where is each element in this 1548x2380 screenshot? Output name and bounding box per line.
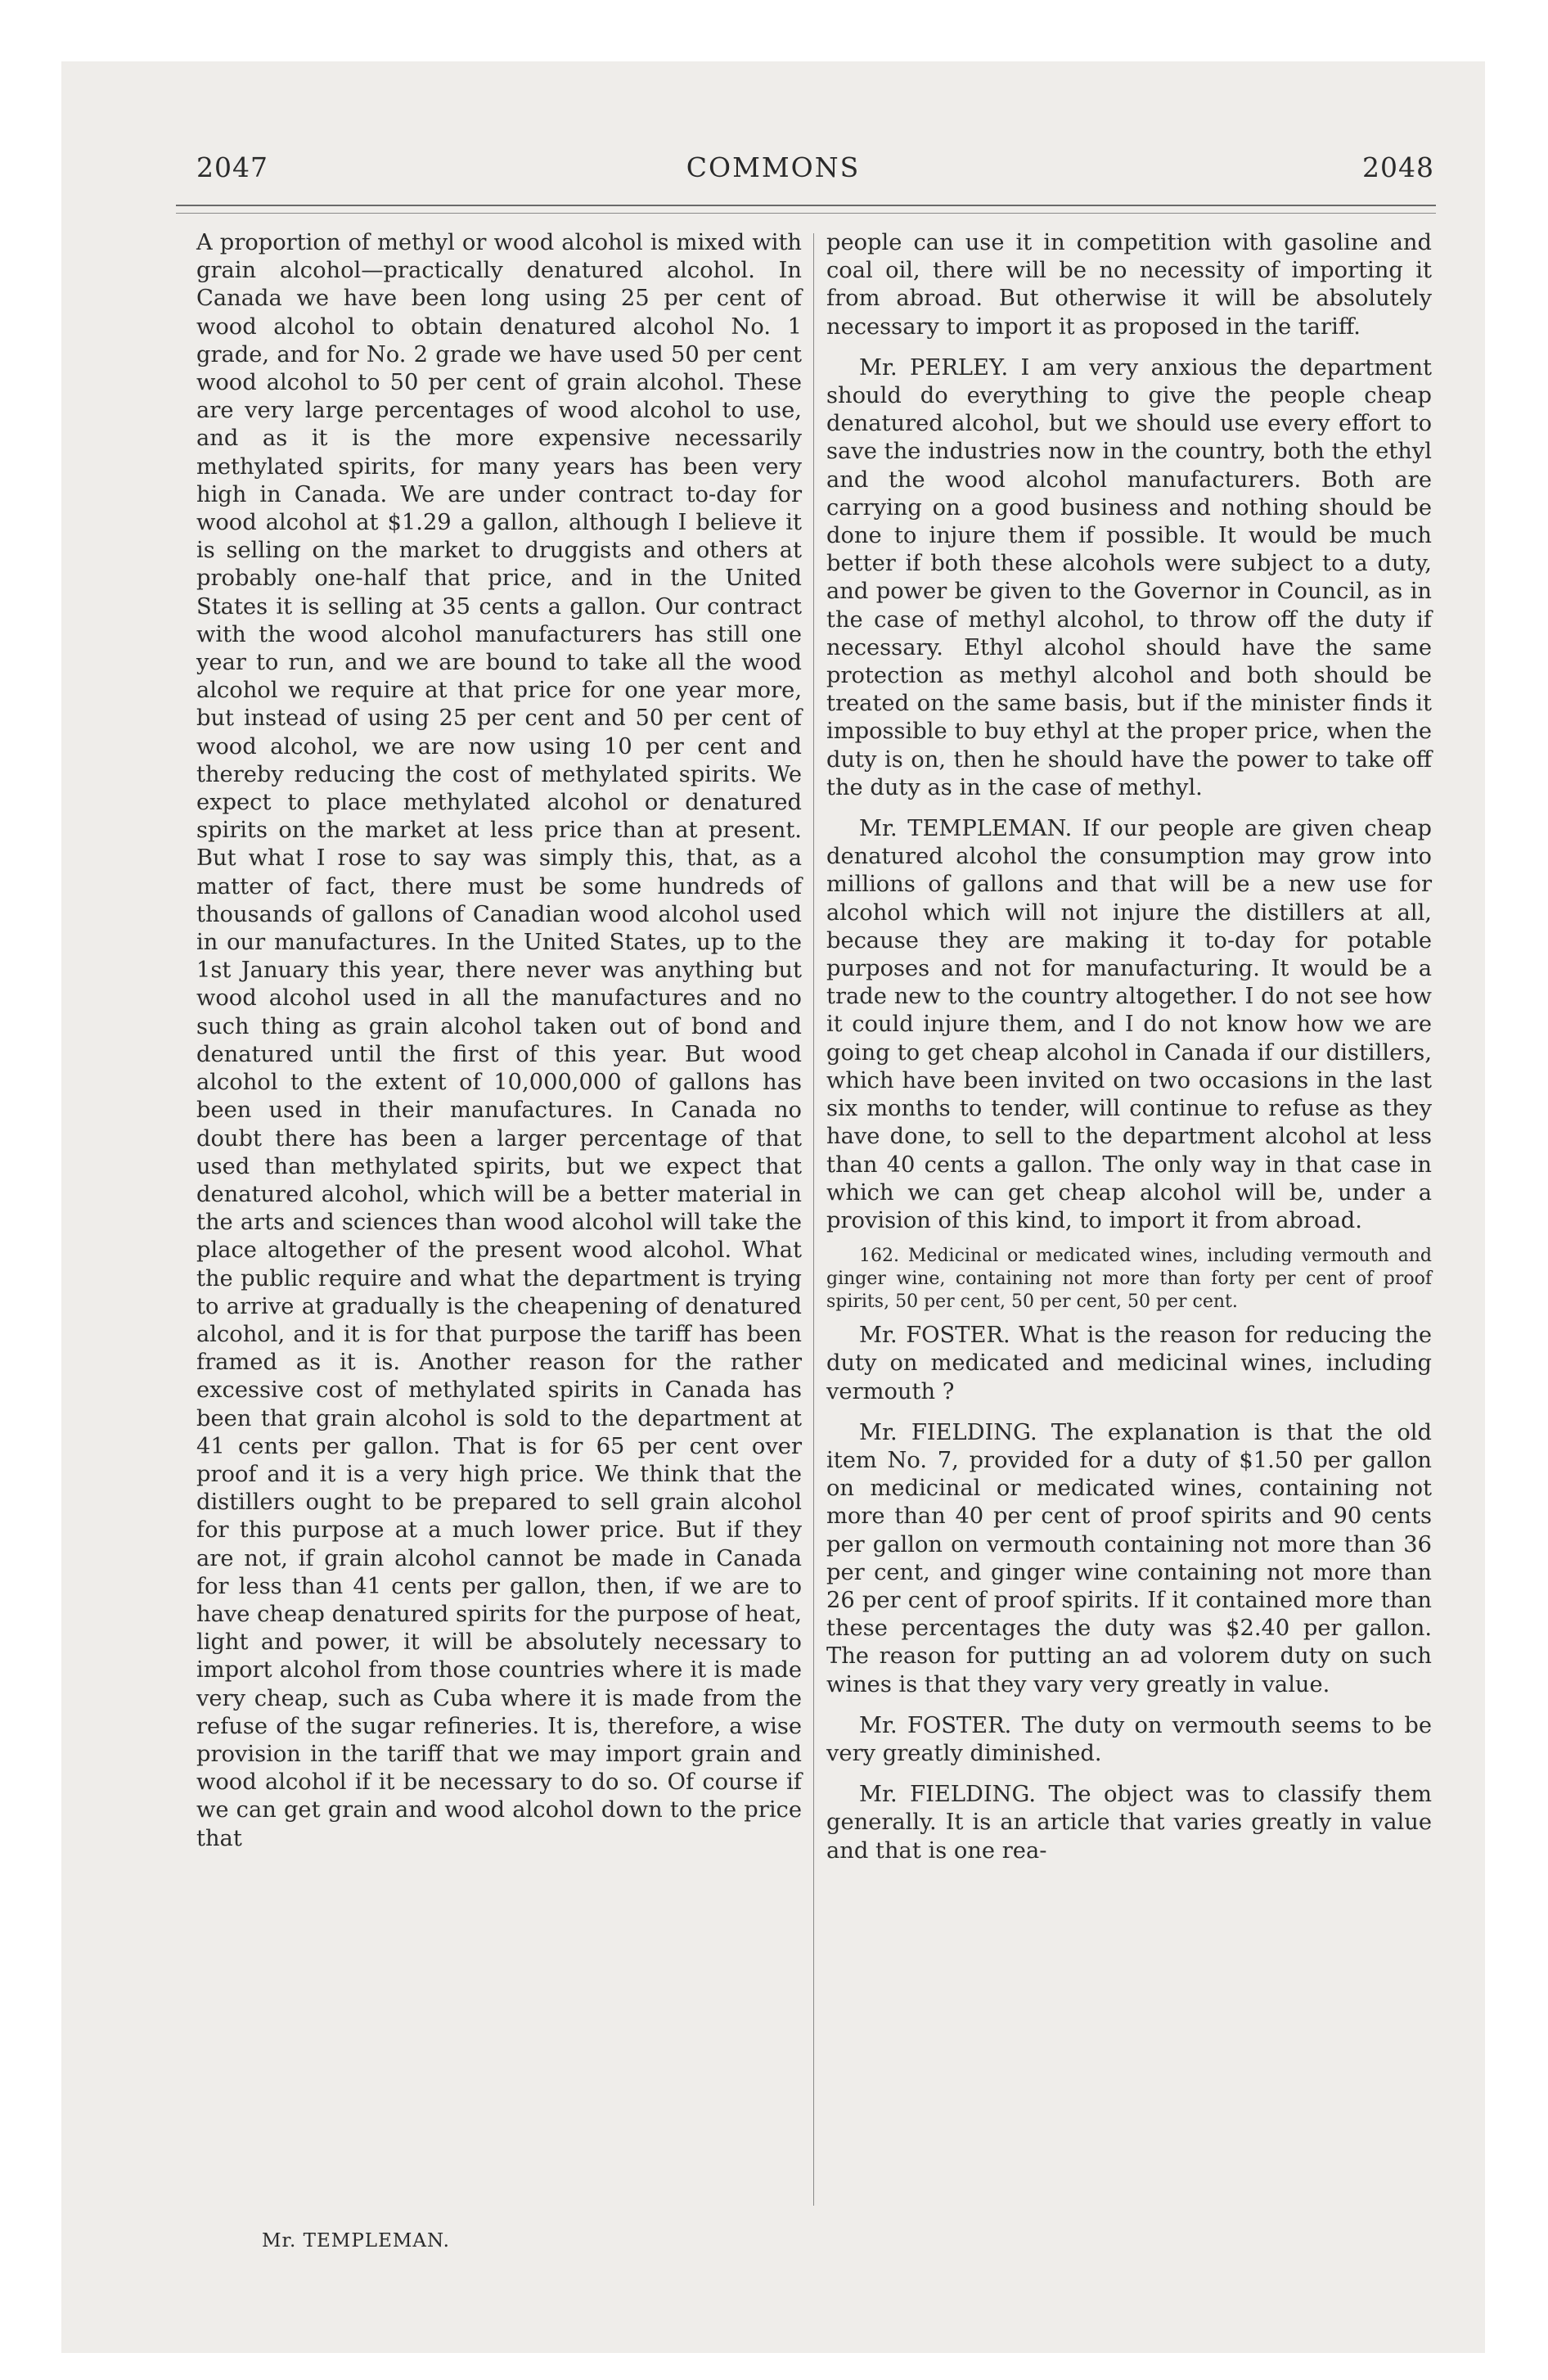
page-number-right: 2048: [1362, 151, 1434, 183]
page-scan: [61, 61, 1485, 2353]
footer-speaker: Mr. TEMPLEMAN.: [262, 2230, 450, 2252]
fielding-explanation: Mr. FIELDING. The explanation is that the old item No. 7, provided for a duty of $1.50 per gallon on medicinal or medicated wines, containing not more than 40 per cent of proof spirits and 90 cents per gallon on vermouth containing not more than 36 per cent, and ginger wine containing not more than 26 per cent of proof spirits. If it contained more than these percentages the duty was $2.40 per gallon. The reason for putting an ad volorem duty on such wines is that they vary very greatly in value.: [826, 1419, 1432, 1697]
templeman-speech: Mr. TEMPLEMAN. If our people are given cheap denatured alcohol the consumption may grow into millions of gallons and that will be a new use for alcohol which will not injure the distillers at all, because they are making it to-day for potable purposes and not for manufacturing. It would be a trade new to the country altogether. I do not see how it could injure them, and I do not know how we are going to get cheap alcohol in Canada if our distillers, which have been invited on two occasions in the last six months to tender, will continue to refuse as they have done, to sell to the department alcohol at less than 40 cents a gallon. The only way in that case in which we can get cheap alcohol will be, under a provision of this kind, to import it from abroad.: [826, 816, 1432, 1233]
right-column: [826, 229, 1432, 1865]
foster-remark: Mr. FOSTER. The duty on vermouth seems to be very greatly diminished.: [826, 1712, 1432, 1766]
page-number-left: 2047: [196, 151, 268, 183]
column-divider: [813, 233, 814, 2206]
foster-question: Mr. FOSTER. What is the reason for reducing the duty on medicated and medicinal wines, including vermouth ?: [826, 1323, 1432, 1404]
left-column: [196, 229, 802, 1853]
right-paragraph-continued: people can use it in competition with gasoline and coal oil, there will be no necessity of importing it from abroad. But otherwise it will be absolutely necessary to import it as proposed in the tariff.: [826, 230, 1432, 340]
left-paragraph: A proportion of methyl or wood alcohol is mixed with grain alcohol—practically denatured alcohol. In Canada we have been long using 25 per cent of wood alcohol to obtain denatured alcohol No. 1 grade, and for No. 2 grade we have used 50 per cent wood alcohol to 50 per cent of grain alcohol. These are very large percentages of wood alcohol to use, and as it is the more expensive necessarily methylated spirits, for many years has been very high in Canada. We are under contract to-day for wood alcohol at $1.29 a gallon, although I believe it is selling on the market to druggists and others at probably one-half that price, and in the United States it is selling at 35 cents a gallon. Our contract with the wood alcohol manufacturers has still one year to run, and we are bound to take all the wood alcohol we require at that price for one year more, but instead of using 25 per cent and 50 per cent of wood alcohol, we are now using 10 per cent and thereby reducing the cost of methylated spirits. We expect to place methylated alcohol or denatured spirits on the market at less price than at present. But what I rose to say was simply this, that, as a matter of fact, there must be some hundreds of thousands of gallons of Canadian wood alcohol used in our manufactures. In the United States, up to the 1st January this year, there never was anything but wood alcohol used in all the manufactures and no such thing as grain alcohol taken out of bond and denatured until the first of this year. But wood alcohol to the extent of 10,000,000 of gallons has been used in their manufactures. In Canada no doubt there has been a larger percentage of that used than methylated spirits, but we expect that denatured alcohol, which will be a better material in the arts and sciences than wood alcohol will take the place altogether of the present wood alcohol. What the public require and what the department is trying to arrive at gradually is the cheapening of denatured alcohol, and it is for that purpose the tariff has been framed as it is. Another reason for the rather excessive cost of methylated spirits in Canada has been that grain alcohol is sold to the department at 41 cents per gallon. That is for 65 per cent over proof and it is a very high price. We think that the distillers ought to be prepared to sell grain alcohol for this purpose at a much lower price. But if they are not, if grain alcohol cannot be made in Canada for less than 41 cents per gallon, then, if we are to have cheap denatured spirits for the purpose of heat, light and power, it will be absolutely necessary to import alcohol from those countries where it is made very cheap, such as Cuba where it is made from the refuse of the sugar refineries. It is, therefore, a wise provision in the tariff that we may import grain and wood alcohol if it be necessary to do so. Of course if we can get grain and wood alcohol down to the price that: [196, 230, 802, 1851]
header-rule: [176, 205, 1436, 206]
fielding-reply: Mr. FIELDING. The object was to classify them generally. It is an article that varies greatly in value and that is one rea-: [826, 1782, 1432, 1864]
header-rule-thin: [176, 213, 1436, 214]
running-head: COMMONS: [686, 151, 861, 183]
tariff-item-162: 162. Medicinal or medicated wines, including vermouth and ginger wine, containing not more than forty per cent of proof spirits, 50 per cent, 50 per cent, 50 per cent.: [826, 1246, 1432, 1313]
page-header: [61, 151, 1485, 201]
perley-speech: Mr. PERLEY. I am very anxious the department should do everything to give the people cheap denatured alcohol, but we should use every effort to save the industries now in the country, both the ethyl and the wood alcohol manufacturers. Both are carrying on a good business and nothing should be done to injure them if possible. It would be much better if both these alcohols were subject to a duty, and power be given to the Governor in Council, as in the case of methyl alcohol, to throw off the duty if necessary. Ethyl alcohol should have the same protection as methyl alcohol and both should be treated on the same basis, but if the minister finds it impossible to buy ethyl at the proper price, when the duty is on, then he should have the power to take off the duty as in the case of methyl.: [826, 354, 1432, 800]
